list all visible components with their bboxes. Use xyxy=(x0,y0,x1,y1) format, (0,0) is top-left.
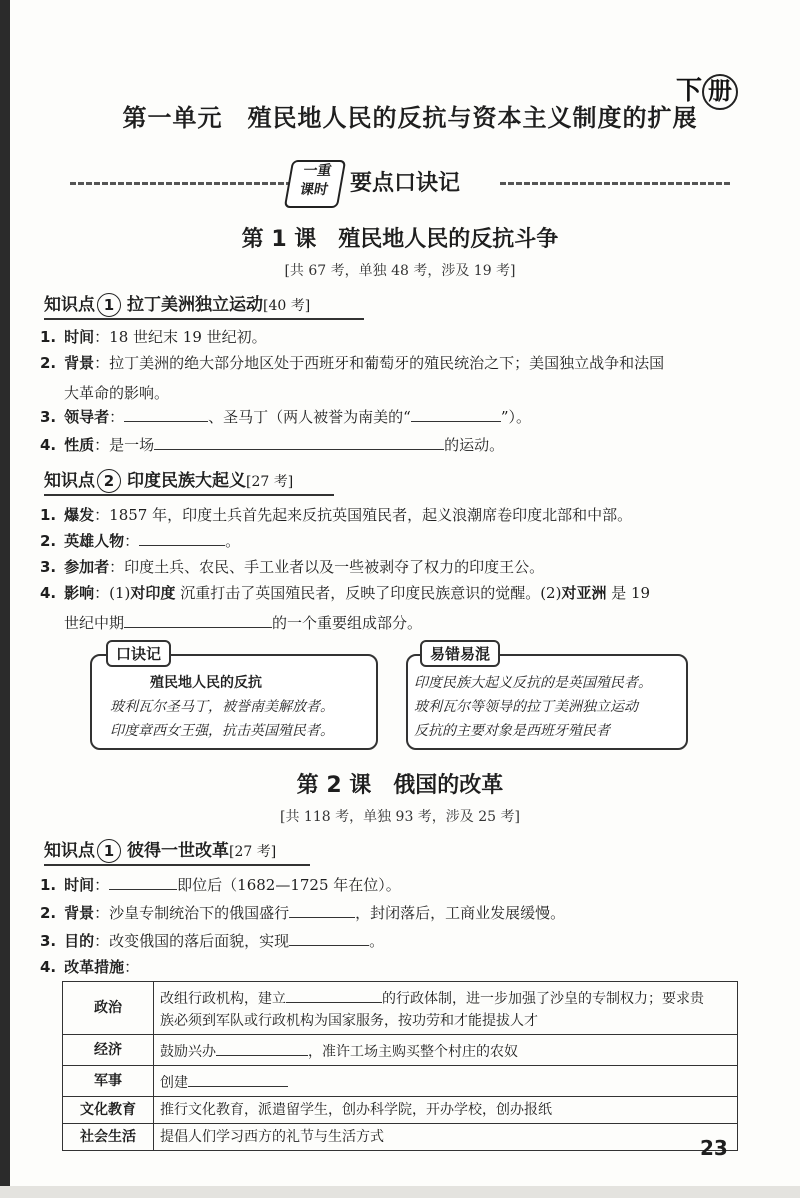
table-row xyxy=(63,1066,738,1097)
table-cell: 创建 xyxy=(154,1066,738,1097)
confusion-line: 印度民族大起义反抗的是英国殖民者。 xyxy=(414,675,652,691)
fill-blank[interactable] xyxy=(216,1037,308,1056)
table-cell: 推行文化教育，派遣留学生，创办科学院，开办学校，创办报纸 xyxy=(154,1097,738,1124)
lesson1-kp1-heading xyxy=(44,290,310,320)
page-edge-shadow xyxy=(0,0,10,1198)
table-row xyxy=(63,1097,738,1124)
fill-blank[interactable] xyxy=(289,927,369,946)
table-cell: 改组行政机构，建立 的行政体制，进一步加强了沙皇的专制权力；要求贵 族必须到军队或行政机构为国家服务，按功劳和才能提拔人才 xyxy=(154,982,738,1035)
banner-dash-right xyxy=(500,182,730,185)
list-item: 1. 爆发：1857 年，印度土兵首先起来反抗英国殖民者，起义浪潮席卷印度北部和中部。 xyxy=(40,506,633,524)
fill-blank[interactable] xyxy=(109,871,177,890)
fill-blank[interactable] xyxy=(289,899,355,918)
lesson-2-title: 第 2 课 俄国的改革 xyxy=(296,773,504,798)
page-bottom-edge xyxy=(0,1186,800,1198)
table-row xyxy=(63,982,738,1035)
kp-stat: [40 考] xyxy=(263,298,311,314)
fill-blank[interactable] xyxy=(124,609,272,628)
list-item: 2. 背景：拉丁美洲的绝大部分地区处于西班牙和葡萄牙的殖民统治之下；美国独立战争和法国 大革命的影响。 xyxy=(40,354,665,402)
section-banner xyxy=(60,160,740,206)
lesson1-kp2-heading: 知识点 2 印度民族大起义[27 考] xyxy=(44,471,294,491)
badge-bottom: 课时 xyxy=(298,182,330,198)
lesson-1-title: 第 1 课 殖民地人民的反抗斗争 xyxy=(241,227,559,252)
badge-top: 一重 xyxy=(301,163,333,179)
list-item: 4. 改革措施： xyxy=(40,958,140,976)
kp-underline xyxy=(44,318,364,320)
confusion-line: 反抗的主要对象是西班牙殖民者 xyxy=(414,723,610,739)
table-category: 政治 xyxy=(63,982,154,1035)
kp-label: 知识点 xyxy=(44,295,95,315)
table-cell: 鼓励兴办 ，准许工场主购买整个村庄的农奴 xyxy=(154,1035,738,1066)
fill-blank[interactable] xyxy=(139,527,225,546)
list-item: 3. 参加者：印度土兵、农民、手工业者以及一些被剥夺了权力的印度王公。 xyxy=(40,558,545,576)
lesson2-kp1-heading: 知识点 1 彼得一世改革[27 考] xyxy=(44,841,277,861)
mnemonic-line: 印度章西女王强，抗击英国殖民者。 xyxy=(110,723,334,739)
mnemonic-line: 玻利瓦尔圣马丁，被誉南美解放者。 xyxy=(110,699,334,715)
table-row xyxy=(63,1035,738,1066)
kp-number: 1 xyxy=(97,293,121,317)
banner-title: 要点口诀记 xyxy=(350,171,461,196)
fill-blank[interactable] xyxy=(154,431,444,450)
table-category: 文化教育 xyxy=(63,1097,154,1124)
mnemonic-heading: 殖民地人民的反抗 xyxy=(150,675,262,691)
mnemonic-tag: 口诀记 xyxy=(106,640,171,667)
fill-blank[interactable] xyxy=(188,1068,288,1087)
list-item: 2. 英雄人物： 。 xyxy=(40,526,745,556)
lesson-2-stats: [共 118 考，单独 93 考，涉及 25 考] xyxy=(280,809,520,825)
volume-suffix: 册 xyxy=(702,74,738,110)
list-item: 4. 影响：(1)对印度 沉重打击了英国殖民者，反映了印度民族意识的觉醒。(2)对亚洲 是 19 世纪中期 的一个重要组成部分。 xyxy=(40,584,651,632)
list-item: 1. 时间： 即位后（1682—1725 年在位）。 xyxy=(40,870,745,900)
fill-blank[interactable] xyxy=(124,403,208,422)
table-row xyxy=(63,1124,738,1151)
confusion-line: 玻利瓦尔等领导的拉丁美洲独立运动 xyxy=(414,699,638,715)
confusion-tag: 易错易混 xyxy=(420,640,500,667)
kp-underline xyxy=(44,494,334,496)
kp-underline xyxy=(44,864,310,866)
unit-title: 第一单元 殖民地人民的反抗与资本主义制度的扩展 xyxy=(122,104,698,132)
page-number: 23 xyxy=(700,1136,728,1160)
list-item: 3. 目的：改变俄国的落后面貌，实现 。 xyxy=(40,926,745,956)
fill-blank[interactable] xyxy=(286,984,382,1003)
fill-blank[interactable] xyxy=(411,403,501,422)
table-category: 军事 xyxy=(63,1066,154,1097)
lesson-1-stats: [共 67 考，单独 48 考，涉及 19 考] xyxy=(284,263,516,279)
list-item: 3. 领导者： 、圣马丁（两人被誉为南美的“ ”）。 xyxy=(40,402,745,432)
list-item: 2. 背景：沙皇专制统治下的俄国盛行 ，封闭落后，工商业发展缓慢。 xyxy=(40,898,745,928)
table-category: 社会生活 xyxy=(63,1124,154,1151)
list-item: 4. 性质：是一场 的运动。 xyxy=(40,430,745,460)
banner-dash-left xyxy=(70,182,290,185)
list-item: 1. 时间：18 世纪末 19 世纪初。 xyxy=(40,328,267,346)
table-cell: 提倡人们学习西方的礼节与生活方式 xyxy=(154,1124,738,1151)
reform-table xyxy=(62,981,738,1151)
banner-badge xyxy=(284,160,346,208)
kp-name: 拉丁美洲独立运动 xyxy=(127,295,263,315)
volume-prefix: 下 xyxy=(676,76,703,106)
table-category: 经济 xyxy=(63,1035,154,1066)
